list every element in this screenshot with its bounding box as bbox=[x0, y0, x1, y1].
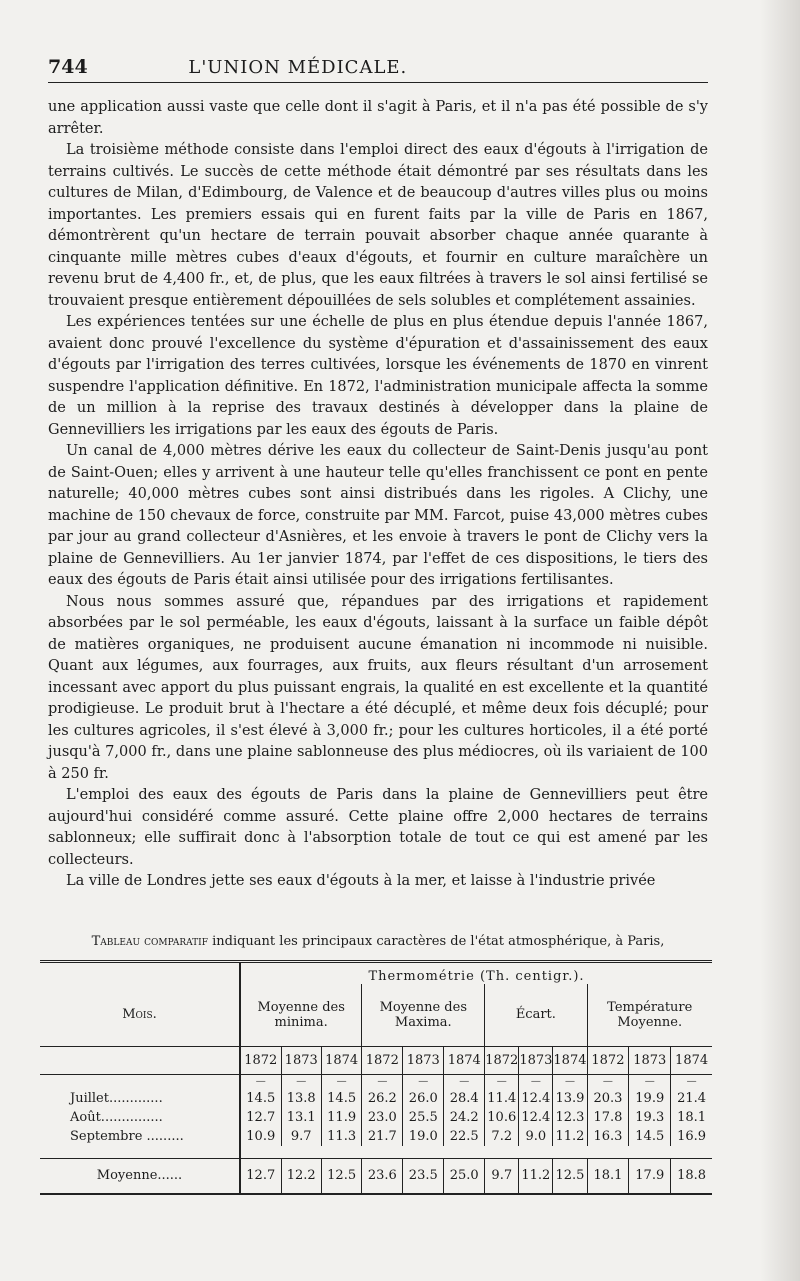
table-cell: 13.8 bbox=[281, 1089, 321, 1108]
table-cell: 28.4 bbox=[444, 1089, 485, 1108]
table-cell: 21.4 bbox=[671, 1089, 712, 1108]
table-cell: 10.9 bbox=[240, 1127, 281, 1146]
table-cell: 22.5 bbox=[444, 1127, 485, 1146]
row-label: Moyenne...... bbox=[40, 1158, 240, 1194]
table-cell: 12.5 bbox=[553, 1158, 587, 1194]
table-cell: 12.7 bbox=[240, 1108, 281, 1127]
table-cell: 12.5 bbox=[321, 1158, 361, 1194]
year-header: 1874 bbox=[671, 1046, 712, 1074]
table-cell: 23.0 bbox=[362, 1108, 403, 1127]
table-cell: 12.3 bbox=[553, 1108, 587, 1127]
dash-mark: — bbox=[321, 1074, 361, 1089]
table-cell: 17.8 bbox=[587, 1108, 629, 1127]
table-row bbox=[40, 1089, 712, 1108]
table-cell: 9.7 bbox=[485, 1158, 519, 1194]
table-cell: 11.2 bbox=[519, 1158, 553, 1194]
table-cell: 21.7 bbox=[362, 1127, 403, 1146]
table-cell: 18.1 bbox=[587, 1158, 629, 1194]
table-cell: 20.3 bbox=[587, 1089, 629, 1108]
table-cell: 25.5 bbox=[403, 1108, 444, 1127]
table-cell: 14.5 bbox=[321, 1089, 361, 1108]
table-cell: 23.5 bbox=[403, 1158, 444, 1194]
page-header bbox=[48, 52, 708, 83]
paragraph: une application aussi vaste que celle dont il s'agit à Paris, et il n'a pas été possible de s'y arrêter. bbox=[48, 99, 708, 137]
table-cell: 26.2 bbox=[362, 1089, 403, 1108]
table-cell: 13.1 bbox=[281, 1108, 321, 1127]
average-row bbox=[40, 1158, 712, 1194]
page-number: 744 bbox=[48, 56, 88, 78]
table-cell: 13.9 bbox=[553, 1089, 587, 1108]
row-label: Août............... bbox=[70, 1109, 163, 1125]
row-label: Juillet............. bbox=[70, 1090, 163, 1106]
table-cell: 11.2 bbox=[553, 1127, 587, 1146]
paragraph: Un canal de 4,000 mètres dérive les eaux du collecteur de Saint-Denis jusqu'au pont de Saint-Ouen; elles y arrivent à une hauteur telle qu'elles franchissent ce pont en pente naturelle; 40,000 mètres cubes sont ainsi distribués dans les rigoles. A Clichy, une machine de 150 chevaux de force, construite par MM. Farcot, puise 43,000 mètres cubes par jour au grand collecteur d'Asnières, et les envoie à travers le pont de Clichy vers la plaine de Gennevilliers. Au 1er janvier 1874, par l'effet de ces dispositions, le tiers des eaux des égouts de Paris était ainsi utilisée pour des irrigations fertilisantes. bbox=[48, 443, 708, 588]
group-header: Moyenne des Maxima. bbox=[362, 984, 485, 1046]
dash-mark: — bbox=[240, 1074, 281, 1089]
dash-mark: — bbox=[671, 1074, 712, 1089]
table-cell: 9.7 bbox=[281, 1127, 321, 1146]
year-header: 1874 bbox=[444, 1046, 485, 1074]
weather-table bbox=[40, 960, 712, 1195]
paragraph: Nous nous sommes assuré que, répandues par des irrigations et rapidement absorbées par le sol perméable, les eaux d'égouts, laissant à la surface un faible dépôt de matières organiques, ne produisent aucune émanation ni incommode ni nuisible. Quant aux légumes, aux fourrages, aux fruits, aux fleurs résultant d'un arrosement incessant avec apport du plus puissant engrais, la qualité en est excellente et la quantité prodigieuse. Le produit brut à l'hectare a été décuplé, et même deux fois décuplé; pour les cultures agricoles, il s'est élevé à 3,000 fr.; pour les cultures horticoles, il a été porté jusqu'à 7,000 fr., dans une plaine sablonneuse des plus médiocres, où ils variaient de 100 à 250 fr. bbox=[48, 593, 708, 782]
year-header: 1873 bbox=[281, 1046, 321, 1074]
dash-mark: — bbox=[553, 1074, 587, 1089]
caption-lead: Tableau comparatif bbox=[91, 934, 208, 949]
year-header: 1872 bbox=[587, 1046, 629, 1074]
table-cell: 14.5 bbox=[240, 1089, 281, 1108]
page-edge-shade bbox=[760, 0, 800, 1281]
table-cell: 16.3 bbox=[587, 1127, 629, 1146]
dash-mark: — bbox=[587, 1074, 629, 1089]
year-header: 1873 bbox=[403, 1046, 444, 1074]
table-cell: 12.7 bbox=[240, 1158, 281, 1194]
group-header: Moyenne des minima. bbox=[240, 984, 362, 1046]
year-header: 1873 bbox=[629, 1046, 671, 1074]
dash-mark: — bbox=[281, 1074, 321, 1089]
journal-title: L'UNION MÉDICALE. bbox=[188, 56, 408, 78]
paragraph: La ville de Londres jette ses eaux d'égouts à la mer, et laisse à l'industrie privée bbox=[66, 873, 656, 889]
table-cell: 18.8 bbox=[671, 1158, 712, 1194]
table-cell: 19.9 bbox=[629, 1089, 671, 1108]
table-cell: 18.1 bbox=[671, 1108, 712, 1127]
table-cell: 19.3 bbox=[629, 1108, 671, 1127]
table-cell: 14.5 bbox=[629, 1127, 671, 1146]
table-super-header: Thermométrie (Th. centigr.). bbox=[240, 962, 712, 985]
year-header: 1872 bbox=[362, 1046, 403, 1074]
paragraph: L'emploi des eaux des égouts de Paris dans la plaine de Gennevilliers peut être aujourd'hui considéré comme assuré. Cette plaine offre 2,000 hectares de terrains sablonneux; elle suffirait donc à l'absorption totale de tout ce qui est amené par les collecteurs. bbox=[48, 787, 708, 868]
table-cell: 11.3 bbox=[321, 1127, 361, 1146]
table-row bbox=[40, 1127, 712, 1146]
table-cell: 11.9 bbox=[321, 1108, 361, 1127]
dash-mark: — bbox=[362, 1074, 403, 1089]
table-cell: 26.0 bbox=[403, 1089, 444, 1108]
table-cell: 11.4 bbox=[485, 1089, 519, 1108]
group-header: Température Moyenne. bbox=[587, 984, 712, 1046]
table-cell: 12.4 bbox=[519, 1089, 553, 1108]
year-header: 1874 bbox=[321, 1046, 361, 1074]
paragraph: La troisième méthode consiste dans l'emploi direct des eaux d'égouts à l'irrigation de terrains cultivés. Le succès de cette méthode était démontré par ses résultats dans les cultures de Milan, d'Edimbourg, de Valence et de beaucoup d'autres villes plus ou moins importantes. Les premiers essais qui en furent faits par la ville de Paris en 1867, démontrèrent qu'un hectare de terrain pouvait absorber chaque année quarante à cinquante mille mètres cubes d'eaux d'égouts, et fournir en culture maraîchère un revenu brut de 4,400 fr., et, de plus, que les eaux filtrées à travers le sol ainsi fertilisé se trouvaient presque entièrement dépouillées de sels solubles et complétement assainies. bbox=[48, 142, 708, 309]
table-cell: 16.9 bbox=[671, 1127, 712, 1146]
dash-mark: — bbox=[403, 1074, 444, 1089]
table-cell: 17.9 bbox=[629, 1158, 671, 1194]
dash-mark: — bbox=[629, 1074, 671, 1089]
caption-rest: indiquant les principaux caractères de l'état atmosphérique, à Paris, bbox=[207, 934, 665, 949]
year-header: 1872 bbox=[240, 1046, 281, 1074]
table-cell: 23.6 bbox=[362, 1158, 403, 1194]
table-row bbox=[40, 1108, 712, 1127]
table-caption bbox=[48, 934, 708, 949]
dash-mark: — bbox=[444, 1074, 485, 1089]
year-header: 1873 bbox=[519, 1046, 553, 1074]
year-header: 1874 bbox=[553, 1046, 587, 1074]
table-cell: 12.2 bbox=[281, 1158, 321, 1194]
dash-mark: — bbox=[519, 1074, 553, 1089]
table-cell: 7.2 bbox=[485, 1127, 519, 1146]
table-cell: 10.6 bbox=[485, 1108, 519, 1127]
body-text bbox=[48, 97, 708, 893]
table-cell: 12.4 bbox=[519, 1108, 553, 1127]
table-cell: 19.0 bbox=[403, 1127, 444, 1146]
paragraph: Les expériences tentées sur une échelle de plus en plus étendue depuis l'année 1867, avaient donc prouvé l'excellence du système d'épuration et d'assainissement des eaux d'égouts par l'irrigation des terres cultivées, lorsque les événements de 1870 en vinrent suspendre l'application définitive. En 1872, l'administration municipale affecta la somme de un million à la reprise des travaux destinés à développer dans la plaine de Gennevilliers les irrigations par les eaux des égouts de Paris. bbox=[48, 314, 708, 438]
dash-mark: — bbox=[485, 1074, 519, 1089]
row-label: Septembre ......... bbox=[70, 1128, 184, 1144]
table-cell: 25.0 bbox=[444, 1158, 485, 1194]
table-cell: 9.0 bbox=[519, 1127, 553, 1146]
group-header: Écart. bbox=[485, 984, 587, 1046]
year-header: 1872 bbox=[485, 1046, 519, 1074]
row-header: Mois. bbox=[122, 1007, 157, 1023]
table-cell: 24.2 bbox=[444, 1108, 485, 1127]
